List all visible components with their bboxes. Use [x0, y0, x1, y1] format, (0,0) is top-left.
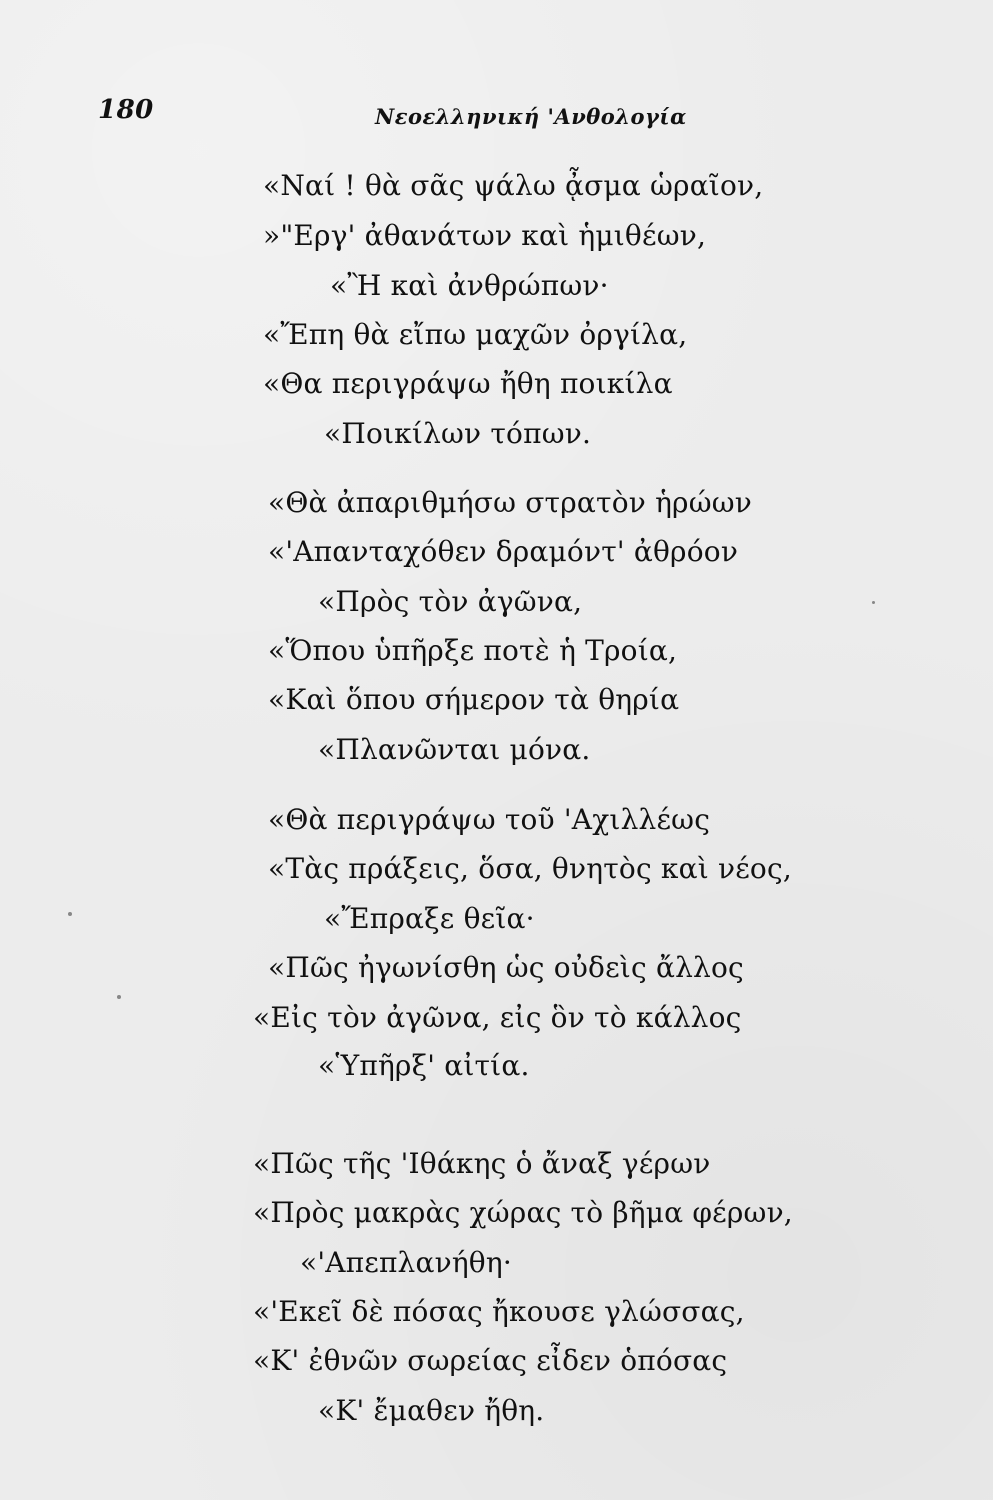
stanza-4-line-4: «'Εκεῖ δὲ πόσας ἤκουσε γλώσσας, [253, 1295, 745, 1328]
stanza-1-line-1: «Ναί ! θὰ σᾶς ψάλω ᾆσμα ὡραῖον, [263, 169, 764, 202]
stanza-1-line-3: «Ἢ καὶ ἀνθρώπων· [330, 269, 609, 302]
stanza-4-line-1: «Πῶς τῆς 'Ιθάκης ὁ ἄναξ γέρων [253, 1147, 711, 1180]
paper-speck [872, 601, 875, 604]
stanza-1-line-2: »"Εργ' ἀθανάτων καὶ ἡμιθέων, [263, 219, 707, 252]
stanza-2-line-3: «Πρὸς τὸν ἀγῶνα, [318, 585, 583, 618]
stanza-1-line-4: «Ἔπη θὰ εἴπω μαχῶν ὀργίλα, [263, 318, 688, 351]
stanza-3-line-2: «Τὰς πράξεις, ὅσα, θνητὸς καὶ νέος, [268, 852, 792, 885]
stanza-3-line-1: «Θὰ περιγράψω τοῦ 'Αχιλλέως [268, 803, 711, 836]
running-title: Νεοελληνική 'Ανθολογία [375, 104, 687, 129]
stanza-2-line-6: «Πλανῶνται μόνα. [318, 733, 591, 766]
stanza-2-line-2: «'Απανταχόθεν δραμόντ' ἀθρόον [268, 535, 739, 568]
page-number: 180 [98, 95, 154, 125]
stanza-3-line-4: «Πῶς ἠγωνίσθη ὡς οὐδεὶς ἄλλος [268, 951, 744, 984]
paper-speck [68, 912, 72, 916]
stanza-3-line-5: «Εἰς τὸν ἀγῶνα, εἰς ὃν τὸ κάλλος [253, 1001, 742, 1034]
stanza-2-line-4: «Ὅπου ὑπῆρξε ποτὲ ἡ Τροία, [268, 634, 678, 667]
stanza-3-line-3: «Ἔπραξε θεῖα· [324, 902, 535, 935]
stanza-4-line-5: «Κ' ἐθνῶν σωρείας εἶδεν ὁπόσας [253, 1344, 728, 1377]
stanza-3-line-6: «Ὑπῆρξ' αἰτία. [318, 1049, 530, 1082]
stanza-4-line-6: «Κ' ἔμαθεν ἤθη. [318, 1394, 545, 1427]
paper-speck [117, 995, 121, 999]
stanza-2-line-5: «Καὶ ὅπου σήμερον τὰ θηρία [268, 683, 680, 716]
stanza-4-line-3: «'Απεπλανήθη· [300, 1246, 512, 1279]
stanza-1-line-5: «Θα περιγράψω ἤθη ποικίλα [263, 367, 673, 400]
stanza-4-line-2: «Πρὸς μακρὰς χώρας τὸ βῆμα φέρων, [253, 1196, 793, 1229]
stanza-1-line-6: «Ποικίλων τόπων. [324, 417, 592, 450]
stanza-2-line-1: «Θὰ ἀπαριθμήσω στρατὸν ἡρώων [268, 486, 752, 519]
